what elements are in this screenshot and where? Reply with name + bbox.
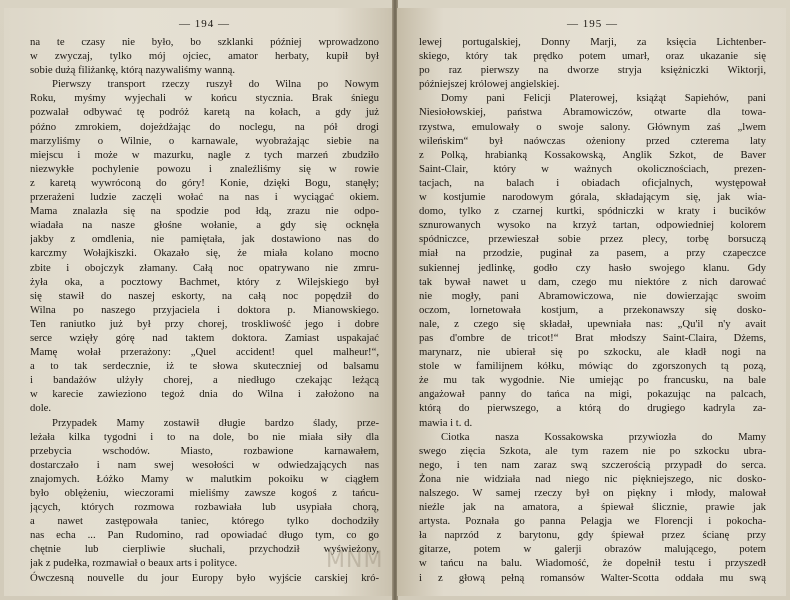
text-line: pozwalał odbywać tę podróż karetą na kołach, a gdy już [30,106,379,119]
text-line: jących, których rozmowa rozbawiała lub usypiała chorą, [30,501,379,514]
text-line: a nawet zastępowała taniec, którego tylko dochodziły [30,515,379,528]
text-line: sukiennej jedlinkę, godło czy hasło swojego klanu. Gdy [419,261,766,274]
text-line: na te czasy nie było, bo szklanki później wprowadzono [30,36,379,48]
text-line: w kostjumie narodowym górala, składającym się, jak wia- [419,191,766,204]
text-line: Ciotka nasza Kossakowska przywiozła do Mamy [441,430,766,443]
text-line: późniejszej królowej angielskiej. [419,78,560,91]
text-line: wiadała na nasze głośne wołanie, a gdy się ocknęła [30,219,379,232]
text-line: że mu tak wygodnie. Nie umiejąc po francusku, na bale [419,374,766,387]
text-line: po raz pierwszy na dworze stryja księżniczki Wiktorji, [419,64,766,77]
text-line: sznurowanych wysoko na krzyż tartan, odpowiedniej kolorem [419,219,766,232]
text-line: nalszego. W samej rzeczy był on piękny i młody, malował [419,487,766,499]
text-line: stole w familijnem kółku, mówiąc do zgorszonych tą pozą, [419,360,766,373]
text-line: znajomych. Łóżko Mamy w malutkim pokoiku w ciągłem [30,472,379,485]
text-line: się stawił do naszej eskorty, na całą noc popędził do [30,289,379,302]
text-line: późno zmrokiem, dojeżdżając do noclegu, na pół drogi [30,120,379,133]
left-page-number: — 194 — [179,18,230,30]
text-line: tak bywał nawet u dam, czego mu niektóre z nich darować [419,275,766,288]
right-page [397,8,786,596]
text-line: jakby z omdlenia, nie pamiętała, jak dostawiono nas do [30,233,379,246]
text-line: w karecie zawieziono tegoż dnia do Wilna i założono na [30,388,379,401]
text-line: miał na przodzie, puginał za pasem, a przy czapeczce [419,247,766,260]
text-line: lewej portugalskiej, Donny Marji, za księcia Lichtenber- [419,36,766,48]
text-line: chętnie lub cierpliwie słuchali, przychodził wyświeżony, [30,543,379,556]
text-line: Ówczesną nouvelle du jour Europy było wyjście carskiej kró- [30,571,379,584]
text-line: było oblężeniu, wieczorami mieliśmy zawsze kogoś z tańcu- [30,487,379,499]
text-line: niezwykłe pochylenie powozu i znaleźliśmy się w rowie [30,162,379,175]
text-line: którą do pierwszego, a którą do drugiego kadryla za- [419,402,766,415]
text-line: Domy pani Felicji Platerowej, książąt Sapiehów, pani [441,92,766,105]
text-line: z karetą wywróconą do góry! Konie, dzięki Bogu, stanęły; [30,176,379,189]
text-line: Mama znalazła się na spodzie pod łdą, zrazu nie odpo- [30,205,379,218]
text-line: Ten raniutko już był przy chorej, troskliwość jego i dobre [30,317,379,330]
text-line: dostarczało i nam swej wesołości w odwiedzających nas [30,458,379,471]
text-line: gitarze, potem w galerji obrazów malującego, potem [419,543,766,556]
text-line: wileńskim“ był naówczas ożeniony przed czterema laty [419,134,766,147]
text-line: Wilna po naszego przyjaciela i doktora p. Mianowskiego. [30,303,379,316]
text-line: nieźle jak na amatora, a śpiewał ślicznie, prawie jak [419,501,766,514]
text-line: i z głową pełną romansów Walter-Scotta oddała mu swą [419,571,766,584]
text-line: spódniczce, przewieszał sobie przez plecy, torbę borsuczą [419,233,766,246]
text-line: rzystwa, emulowały o swoje salony. Głównym zaś „lwem [419,120,766,133]
right-page-text [419,35,766,585]
right-page-number: — 195 — [567,18,618,30]
text-line: jak z pudełka, rozmawiał o beaux arts i polityce. [30,557,238,570]
text-line: Niesiołowskiej, państwa Abramowiczów, otwarte dla towa- [419,106,766,119]
text-line: nale, z czego się składał, upewniała nas: „Qu'il n'y avait [419,317,766,330]
text-line: oczom, lornetowała kostjum, a przekonawszy się dosko- [419,303,766,316]
text-line: serce wzięły górę nad taktem doktora. Zamiast uspakajać [30,331,379,344]
left-page [4,8,393,596]
text-line: w zwyczaj, tylko mój ojciec, amator herbaty, kupił był [30,50,379,63]
text-line: a to tak serdecznie, iż te słowa skuteczniej od balsamu [30,360,379,373]
text-line: i bandażów ulżyły chorej, a niedługo czekając leżącą [30,374,379,387]
text-line: karczmy Wołajkiszki. Okazało się, że miała kolano mocno [30,247,379,260]
text-line: nie mogły, pani Abramowiczowa, nie dowierzając swoim [419,289,766,302]
text-line: marynarz, nie ubierał się po szkocku, ale kładł nogi na [419,346,766,359]
text-line: marzyliśmy o Wilnie, o karnawale, wyobrażając siebie na [30,134,379,147]
text-line: nas echa ... Pan Rudomino, rad opowiadać długo tym, co go [30,529,379,542]
left-page-text [30,35,379,585]
text-line: mawia i t. d. [419,416,473,429]
text-line: pas d'ombre de tricot!“ Brat młodszy Saint-Claira, Dżems, [419,331,766,344]
text-line: Żona nie widziała nad niego nic piękniejszego, nic dosko- [419,472,766,485]
text-line: Roku, myśmy wyjechali w końcu stycznia. Brak śniegu [30,92,379,105]
text-line: dole. [30,402,52,415]
text-line: zbite i obojczyk złamany. Całą noc opatrywano nie zmru- [30,261,379,274]
text-line: leżała kilka tygodni i to na dole, bo nie miała siły dla [30,430,379,443]
text-line: przerażeni ludzie zaczęli wołać na nas i wyciągać okiem. [30,191,379,204]
text-line: ła naprzód z barytonu, gdy śpiewał przez ścianę przy [419,529,766,542]
text-line: przebycia wschodów. Miasto, rozbawione karnawałem, [30,444,379,457]
text-line: w tańcu na balu. Wiadomość, że dopełnił testu i przyszedł [419,557,766,570]
text-line: Przypadek Mamy zostawił długie bardzo ślady, prze- [52,416,379,429]
text-line: domo, tylko z czarnej kurtki, spódniczki w kraty i bucików [419,205,766,218]
text-line: tacjach, na balach i obiadach oficjalnych, występował [419,176,766,189]
text-line: żyła oka, a pocztowy Bachmet, który z Wilejskiego był [30,275,379,288]
library-watermark: MNM [326,548,384,573]
text-line: Saint-Clair, który w ważnych okolicznościach, prezen- [419,162,766,175]
text-line: Mamę wołał przerażony: „Quel accident! quel malheur!“, [30,346,379,359]
text-line: miejscu i może w mazurku, nagle z tych marzeń zbudziło [30,148,379,161]
text-line: swego zięcia Szkota, ale tym razem nie po szkocku ubra- [419,444,766,457]
text-line: angażował panny do tańca na migi, pokazując na palcach, [419,388,766,401]
text-line: Pierwszy transport rzeczy ruszył do Wilna po Nowym [52,78,379,91]
text-line: z Polką, hrabianką Kossakowską, Anglik Szkot, de Baver [419,148,766,161]
text-line: skiego, który tak prędko potem umarł, oraz ukazanie się [419,50,766,63]
text-line: artysta. Poznała go panna Pelagja we Florencji i pokocha- [419,515,766,528]
text-line: nego, i ten nam zaraz swą szczerością przypadł do serca. [419,458,766,471]
text-line: sobie dużą filiżankę, którą nazywaliśmy wanną. [30,64,236,77]
